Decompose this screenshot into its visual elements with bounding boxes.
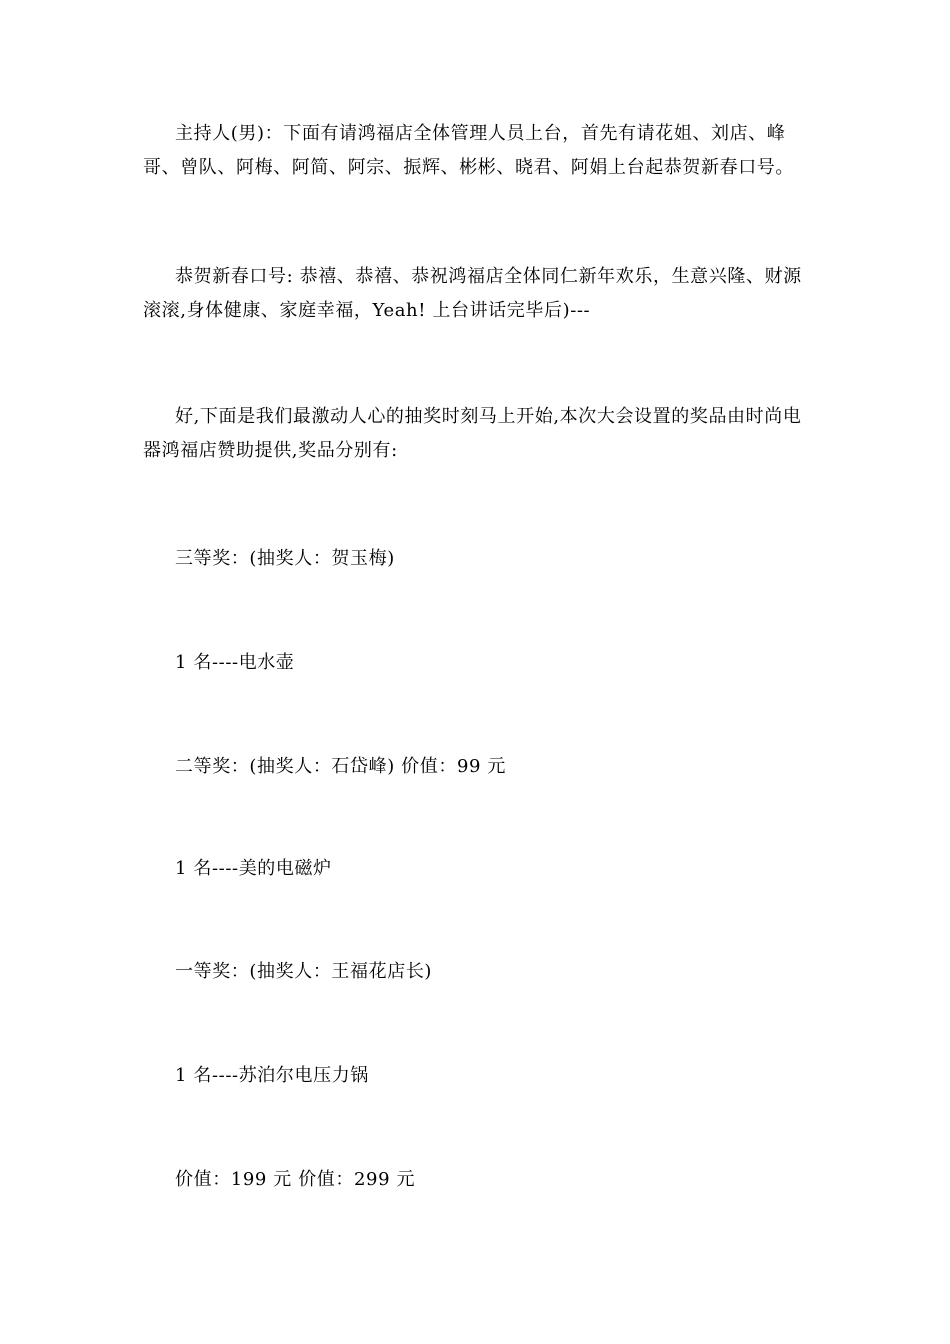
first-prize-item: 1 名----苏泊尔电压力锅 bbox=[175, 1065, 369, 1086]
host-intro-paragraph: 主持人(男)：下面有请鸿福店全体管理人员上台，首先有请花姐、刘店、峰哥、曾队、阿梅、阿简、阿宗、振辉、彬彬、晓君、阿娟上台起恭贺新春口号。 bbox=[143, 123, 794, 178]
lottery-intro-paragraph: 好,下面是我们最激动人心的抽奖时刻马上开始,本次大会设置的奖品由时尚电器鸿福店赞助提供,奖品分别有: bbox=[143, 406, 802, 461]
third-prize-item: 1 名----电水壶 bbox=[175, 652, 295, 673]
second-prize-heading: 二等奖：(抽奖人：石岱峰) 价值：99 元 bbox=[175, 756, 506, 777]
third-prize-heading: 三等奖：(抽奖人：贺玉梅) bbox=[175, 548, 395, 569]
first-prize-heading: 一等奖：(抽奖人：王福花店长) bbox=[175, 961, 433, 982]
second-prize-item: 1 名----美的电磁炉 bbox=[175, 858, 332, 879]
new-year-slogan-paragraph: 恭贺新春口号: 恭禧、恭禧、恭祝鸿福店全体同仁新年欢乐，生意兴隆、财源滚滚,身体健康、家庭幸福，Yeah! 上台讲话完毕后)--- bbox=[143, 266, 802, 321]
prize-values-line: 价值：199 元 价值：299 元 bbox=[175, 1169, 416, 1190]
